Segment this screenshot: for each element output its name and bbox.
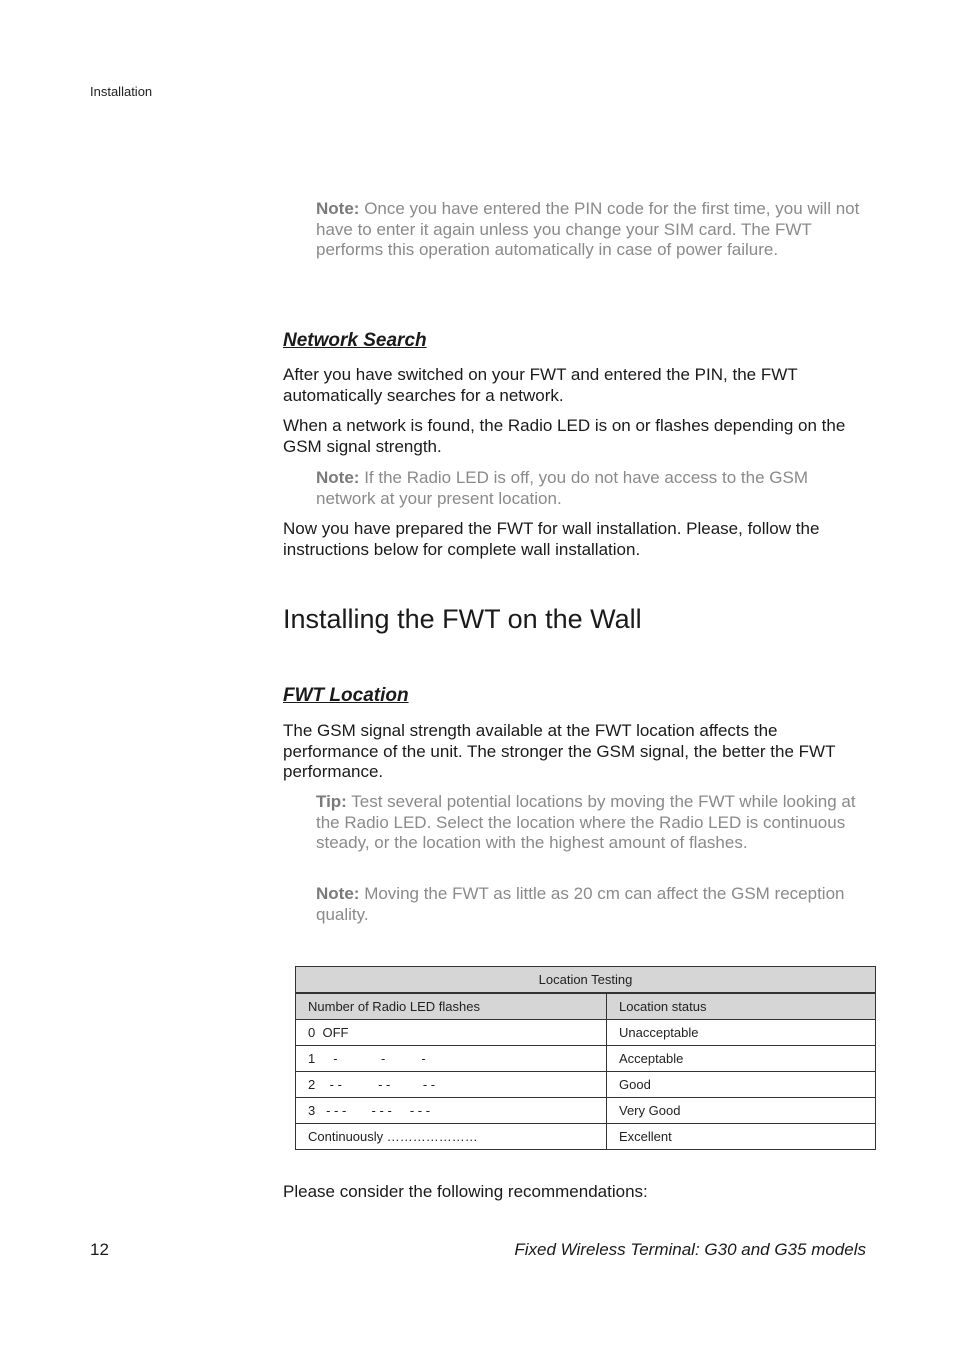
tip-locations bbox=[316, 792, 866, 854]
page-number: 12 bbox=[90, 1240, 109, 1259]
note-label: Note: bbox=[316, 468, 360, 487]
section-title: Installing the FWT on the Wall bbox=[283, 604, 642, 634]
table-row bbox=[296, 1072, 876, 1098]
table-cell: 3 - - - - - - - - - bbox=[296, 1098, 607, 1124]
note-label: Note: bbox=[316, 884, 360, 903]
tip-label: Tip: bbox=[316, 792, 347, 811]
network-search-heading: Network Search bbox=[283, 330, 427, 351]
footer-doc-title: Fixed Wireless Terminal: G30 and G35 models bbox=[514, 1240, 866, 1259]
tip-text: Test several potential locations by moving the FWT while looking at the Radio LED. Select the location where the Radio LED is continuous steady, or the location with the highest amount of flashes. bbox=[316, 792, 856, 852]
location-testing-table-wrapper bbox=[295, 966, 876, 1150]
note-text: If the Radio LED is off, you do not have access to the GSM network at your present location. bbox=[316, 468, 809, 508]
table-cell: Excellent bbox=[607, 1124, 876, 1150]
table-header-cell: Number of Radio LED flashes bbox=[296, 993, 607, 1020]
table-cell: Very Good bbox=[607, 1098, 876, 1124]
note-text: Moving the FWT as little as 20 cm can affect the GSM reception quality. bbox=[316, 884, 845, 924]
table-header-cell: Location status bbox=[607, 993, 876, 1020]
network-search-paragraph-1: After you have switched on your FWT and entered the PIN, the FWT automatically searches for a network. bbox=[283, 365, 798, 405]
table-cell: 2 - - - - - - bbox=[296, 1072, 607, 1098]
table-cell: 0 OFF bbox=[296, 1020, 607, 1046]
fwt-location-paragraph: The GSM signal strength available at the FWT location affects the performance of the unit. The stronger the GSM signal, the better the FWT performance. bbox=[283, 721, 836, 781]
note-label: Note: bbox=[316, 199, 360, 218]
table-cell: 1 - - - bbox=[296, 1046, 607, 1072]
note-radio-led bbox=[316, 468, 866, 509]
table-row bbox=[296, 1046, 876, 1072]
fwt-location-heading: FWT Location bbox=[283, 685, 409, 706]
table-title: Location Testing bbox=[296, 967, 876, 994]
network-search-paragraph-3: Now you have prepared the FWT for wall installation. Please, follow the instructions below for complete wall installation. bbox=[283, 519, 820, 559]
note-text: Once you have entered the PIN code for the first time, you will not have to enter it again unless you change your SIM card. The FWT performs this operation automatically in case of power failure. bbox=[316, 199, 860, 259]
note-pin bbox=[316, 199, 866, 261]
table-cell: Good bbox=[607, 1072, 876, 1098]
network-search-paragraph-2: When a network is found, the Radio LED is on or flashes depending on the GSM signal strength. bbox=[283, 416, 846, 456]
table-row bbox=[296, 1020, 876, 1046]
table-cell: Continuously ………………… bbox=[296, 1124, 607, 1150]
table-cell: Acceptable bbox=[607, 1046, 876, 1072]
table-header-row bbox=[296, 993, 876, 1020]
note-moving bbox=[316, 884, 866, 925]
running-head: Installation bbox=[90, 84, 153, 99]
table-row bbox=[296, 1124, 876, 1150]
table-cell: Unacceptable bbox=[607, 1020, 876, 1046]
location-testing-table bbox=[295, 966, 876, 1150]
table-row bbox=[296, 1098, 876, 1124]
closing-paragraph: Please consider the following recommendations: bbox=[283, 1182, 648, 1201]
